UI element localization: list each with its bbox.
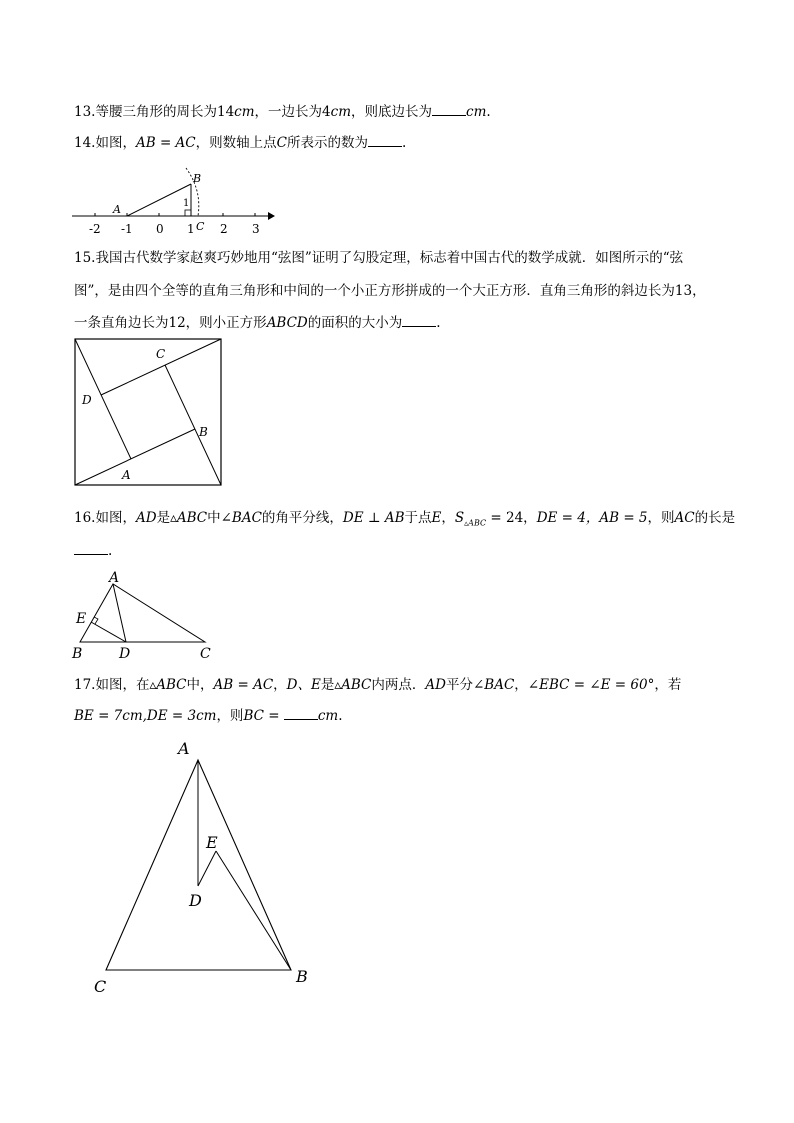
point-label-a: A [122,468,131,482]
q16-text-bisector: 的角平分线， [261,510,343,526]
q14-text-post2: 所表示的数为 [286,135,368,151]
q16-area-sub: ▵ABC [464,518,487,528]
point-label-e: E [76,611,87,627]
tick-label: -2 [89,222,101,236]
question-16 [74,508,735,534]
point-label-d: D [189,891,202,910]
answer-blank[interactable] [368,133,402,147]
point-label-c: C [156,347,166,361]
q13-text-post: ，则底边长为 [351,104,433,120]
q17-text-inner: 内两点． [371,677,426,693]
triangle-bisector-figure [70,566,220,662]
q16-end: . [108,543,113,559]
q15-text-line1: 15.我国古代数学家赵爽巧妙地用“弦图”证明了勾股定理，标志着中国古代的数学成就．如图所示的“弦 [74,250,684,266]
q16-ad: AD [135,510,157,526]
q17-given: BE = 7cm,DE = 3cm [74,708,217,724]
q16-de: DE = 4， [536,510,600,526]
q16-area-value: = 24， [486,510,537,526]
q17-comma: ， [273,677,287,693]
point-label-b: B [193,172,202,185]
q17-angle: ∠BAC [472,677,515,693]
q14-end: . [401,135,407,151]
answer-blank[interactable] [74,541,108,555]
q13-end: . [486,104,491,120]
q16-text-foot: 于点 [404,510,432,526]
q16-text-length: 的长是 [694,510,736,526]
q17-text-is: 是 [320,677,335,693]
question-13 [74,102,491,122]
point-label-b: B [296,967,308,986]
q15-text-line2: 图”，是由四个全等的直角三角形和中间的一个小正方形拼成的一个大正方形．直角三角形的斜边长为13， [74,283,706,299]
q13-perimeter: 14 [216,104,235,120]
tick-label: 1 [187,222,195,236]
chord-diagram-figure [72,336,226,490]
q13-side: 4 [322,104,331,120]
q17-text-bisects: 平分 [445,677,473,693]
q15-text-line3-post: 的面积的大小为 [307,315,403,331]
q16-text-then: ，则 [647,510,675,526]
q13-text-mid: ，一边长为 [254,104,323,120]
q16-comma: ， [441,510,455,526]
q16-ab: AB = 5 [599,510,648,526]
right-angle-mark [185,210,191,216]
q13-unit3: cm [466,104,487,120]
point-label-c: C [200,646,211,662]
answer-blank[interactable] [432,102,466,116]
q17-ad: AD [425,677,446,693]
q15-square-name: ABCD [266,315,308,331]
tick-label: -1 [121,222,133,236]
segment-de [91,622,126,642]
triangle-ebc-figure [86,736,326,1002]
question-16-line2 [74,541,112,561]
height-label: 1 [183,198,190,209]
q13-unit: cm [234,104,255,120]
q14-equation: AB = AC [135,135,196,151]
q17-triangle: ▵ABC [149,677,187,693]
question-17 [74,675,681,695]
q16-perp: DE ⊥ AB [342,510,405,526]
question-14 [74,133,406,153]
q14-text-post: ，则数轴上点 [195,135,277,151]
segment-ad [113,584,126,642]
question-15-line1 [74,248,683,268]
point-label-a: A [178,739,190,758]
point-label-e: E [206,833,218,852]
q16-text: 16.如图， [74,510,136,526]
q17-unit: cm [317,708,339,724]
q17-text-in: 中， [186,677,214,693]
q16-ac: AC [674,510,695,526]
point-label-b: B [72,646,83,662]
q17-equation: AB = AC [213,677,274,693]
question-15-line3 [74,313,441,333]
tick-label: 3 [252,222,260,236]
question-15-line2 [74,281,706,301]
q16-area-symbol: S [454,510,465,526]
q16-text-in: 中 [207,510,221,526]
point-label-d: D [82,393,92,407]
point-label-a: A [109,570,120,586]
tick-label: 2 [220,222,228,236]
number-line-figure [70,162,280,242]
outer-square [75,339,221,485]
point-label-c: C [196,220,205,233]
segment-ab [127,184,191,216]
answer-blank[interactable] [402,313,436,327]
q16-triangle: ▵ABC [170,510,208,526]
tick-label: 0 [156,222,164,236]
q14-point: C [276,135,287,151]
q17-triangle2: ▵ABC [334,677,372,693]
question-17-line2 [74,706,343,726]
hypotenuse-segment [165,365,221,485]
q14-text: 14.如图， [74,135,136,151]
triangle-abc [80,584,205,642]
q13-text: 13.等腰三角形的周长为 [74,104,217,120]
q15-end: . [436,315,441,331]
q17-text: 17.如图，在 [74,677,150,693]
q17-comma2: ， [514,677,528,693]
axis-arrow-icon [268,212,275,220]
q17-angle-eq: ∠EBC = ∠E = 60° [527,677,655,693]
segment-eb [216,851,291,970]
q17-points: D、E [286,677,321,693]
segment-de [198,851,216,886]
q17-text-if: ，若 [654,677,682,693]
point-label-c: C [94,977,107,996]
q16-text-is: 是 [156,510,171,526]
q16-point-e: E [431,510,442,526]
q16-angle: ∠BAC [220,510,262,526]
right-angle-mark [94,617,98,624]
q15-text-line3: 一条直角边长为12，则小正方形 [74,315,267,331]
q17-end: . [338,708,343,724]
point-label-d: D [119,646,131,662]
q17-bc: BC = [243,708,284,724]
q13-unit2: cm [330,104,352,120]
q17-text-then: ，则 [216,708,244,724]
hypotenuse-segment [75,429,195,485]
answer-blank[interactable] [284,706,318,720]
point-label-b: B [199,425,208,439]
point-label-a: A [113,203,121,216]
